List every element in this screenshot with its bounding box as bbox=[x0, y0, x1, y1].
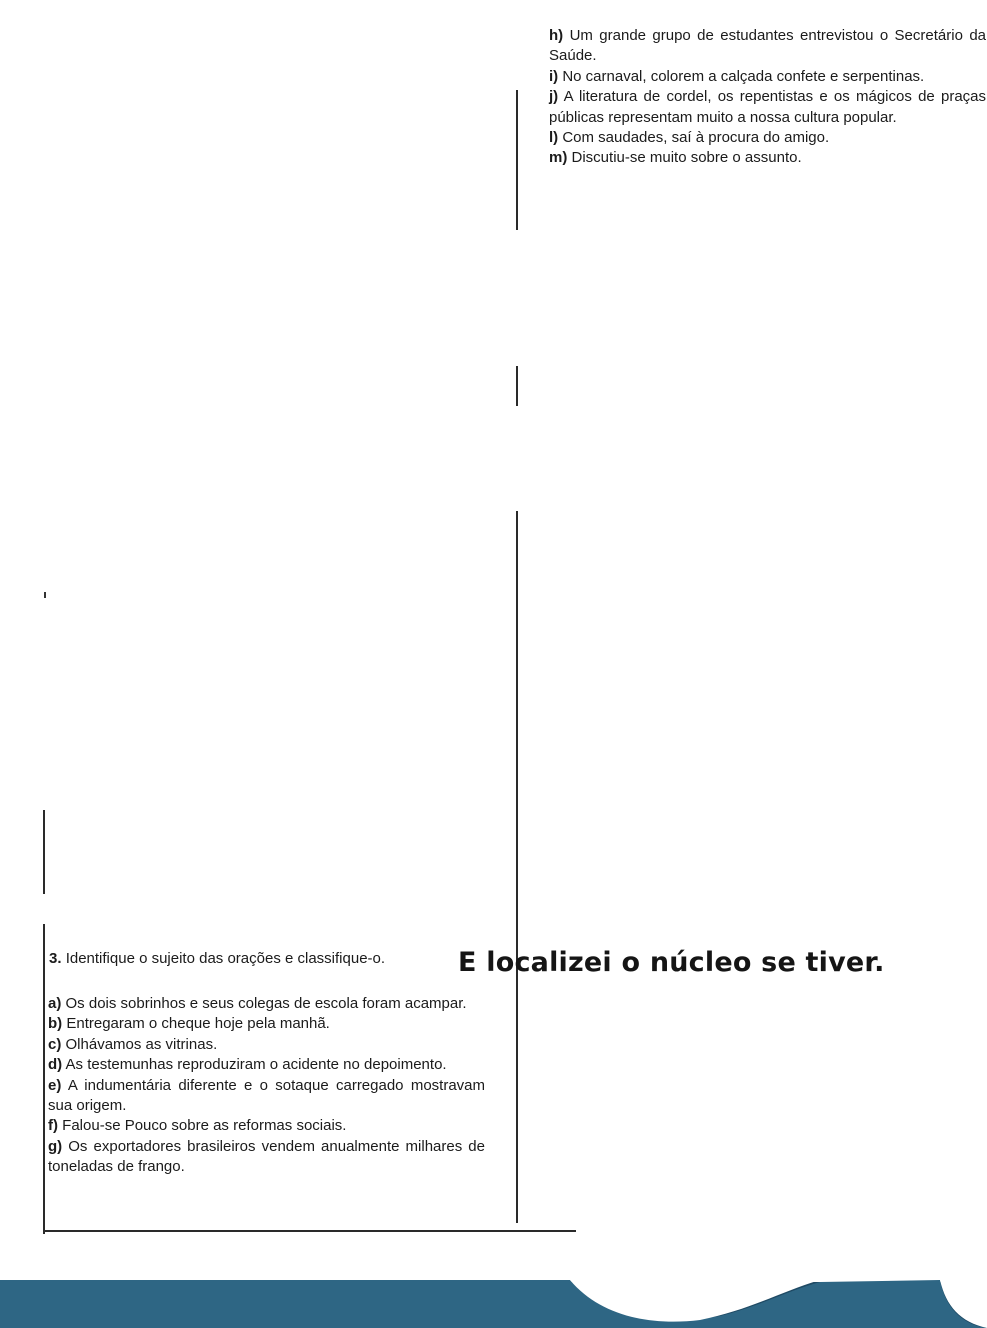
item-letter: c) bbox=[48, 1035, 62, 1053]
list-item bbox=[48, 1137, 485, 1178]
item-text: Falou-se Pouco sobre as reformas sociais. bbox=[62, 1117, 347, 1135]
list-item bbox=[549, 87, 986, 128]
item-text: A literatura de cordel, os repentistas e os mágicos de praças públicas representam muito a nossa cultura popular. bbox=[549, 88, 986, 126]
item-text: Um grande grupo de estudantes entrevistou o Secretário da Saúde. bbox=[549, 27, 987, 65]
list-item bbox=[48, 1116, 485, 1136]
bottom-rule bbox=[43, 1230, 576, 1232]
item-letter: d) bbox=[48, 1056, 63, 1074]
item-text: Entregaram o cheque hoje pela manhã. bbox=[66, 1015, 330, 1033]
list-item bbox=[48, 1035, 485, 1055]
item-letter: e) bbox=[48, 1076, 62, 1094]
column-divider-short bbox=[516, 366, 518, 406]
question-3-prompt bbox=[49, 950, 385, 967]
list-item bbox=[48, 994, 485, 1014]
item-letter: f) bbox=[48, 1117, 58, 1135]
item-text: Os dois sobrinhos e seus colegas de escola foram acampar. bbox=[65, 995, 467, 1012]
left-margin-rule-lower bbox=[43, 924, 45, 1234]
stray-mark bbox=[44, 592, 46, 598]
question-number: 3. bbox=[49, 950, 62, 967]
item-text: As testemunhas reproduziram o acidente no depoimento. bbox=[65, 1056, 447, 1074]
list-item bbox=[549, 67, 986, 87]
handwritten-note: E localizei o núcleo se tiver. bbox=[458, 947, 885, 978]
item-letter: j) bbox=[549, 88, 559, 106]
left-margin-rule bbox=[43, 810, 45, 894]
list-item bbox=[48, 1055, 485, 1075]
list-item bbox=[48, 1076, 485, 1117]
footer-highlight-band bbox=[0, 1280, 987, 1328]
item-text: A indumentária diferente e o sotaque carregado mostravam sua origem. bbox=[48, 1076, 486, 1115]
list-item bbox=[549, 128, 986, 148]
item-text: Os exportadores brasileiros vendem anualmente milhares de toneladas de frango. bbox=[48, 1137, 485, 1176]
question-prompt-text: Identifique o sujeito das orações e classifique-o. bbox=[65, 950, 386, 967]
footer-wave-banner bbox=[0, 1276, 987, 1328]
list-item bbox=[549, 148, 986, 168]
item-letter: g) bbox=[48, 1137, 63, 1155]
item-text: Discutiu-se muito sobre o assunto. bbox=[571, 149, 802, 167]
item-text: Com saudades, saí à procura do amigo. bbox=[562, 129, 830, 147]
column-divider-top bbox=[516, 90, 518, 230]
item-letter: l) bbox=[549, 129, 559, 147]
continued-items-list bbox=[549, 26, 986, 169]
item-letter: h) bbox=[549, 27, 564, 44]
item-letter: b) bbox=[48, 1015, 63, 1033]
item-letter: i) bbox=[549, 67, 559, 85]
item-text: No carnaval, colorem a calçada confete e serpentinas. bbox=[562, 67, 925, 85]
item-letter: a) bbox=[48, 995, 62, 1012]
item-text: Olhávamos as vitrinas. bbox=[65, 1035, 218, 1053]
question-3-heading bbox=[49, 950, 385, 968]
list-item bbox=[48, 1014, 485, 1034]
list-item bbox=[549, 26, 986, 67]
column-divider-main bbox=[516, 511, 518, 1223]
question-3-items bbox=[48, 994, 485, 1178]
item-letter: m) bbox=[549, 149, 568, 167]
